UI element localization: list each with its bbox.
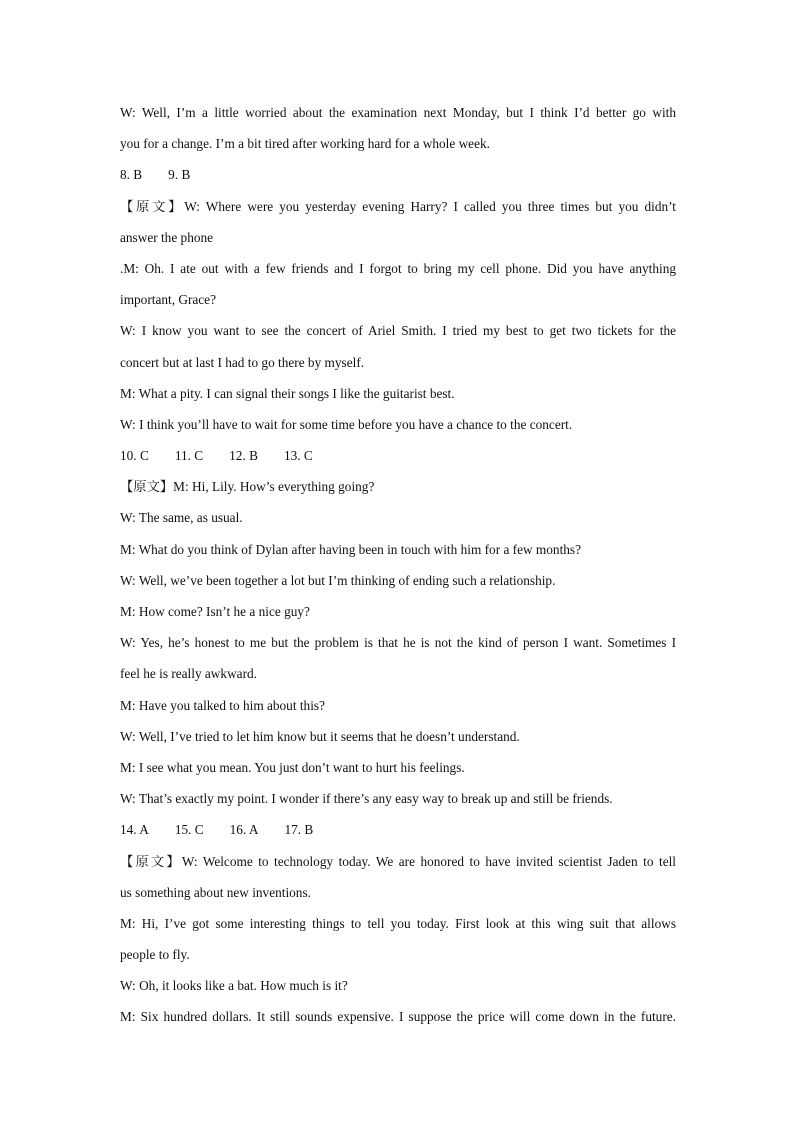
transcript-heading-line: 【原文】W: Where were you yesterday evening Harry? I called you three times but you didn’t	[120, 198, 676, 214]
answer-item: 13. C	[283, 448, 313, 464]
transcript-heading-line: 【原文】M: Hi, Lily. How’s everything going?	[120, 479, 375, 495]
text-line: M: I see what you mean. You just don’t want to hurt his feelings.	[120, 759, 465, 775]
text-line: M: What a pity. I can signal their songs I like the guitarist best.	[120, 385, 455, 401]
answer-item: 10. C	[120, 448, 149, 464]
answer-item: 17. B	[284, 822, 314, 838]
transcript-heading-line: 【原文】W: Welcome to technology today. We are honored to have invited scientist Jaden to tell	[120, 853, 676, 869]
text-line: W: That’s exactly my point. I wonder if there’s any easy way to break up and still be friends.	[120, 791, 613, 807]
text-line: W: Well, we’ve been together a lot but I’m thinking of ending such a relationship.	[120, 572, 556, 588]
answer-item: 11. C	[174, 448, 204, 464]
answer-key-line	[120, 159, 676, 190]
answer-item: 8. B	[120, 167, 143, 183]
text-line: W: I know you want to see the concert of Ariel Smith. I tried my best to get two tickets for the	[120, 323, 676, 339]
text-line: you for a change. I’m a bit tired after working hard for a whole week.	[120, 136, 490, 152]
text-line: people to fly.	[120, 947, 190, 963]
answer-item: 15. C	[174, 822, 204, 838]
text-line: important, Grace?	[120, 292, 216, 308]
answer-item: 16. A	[229, 822, 259, 838]
listening-transcript	[120, 97, 676, 1033]
text-line: M: How come? Isn’t he a nice guy?	[120, 604, 310, 619]
text-line: M: Hi, I’ve got some interesting things to tell you today. First look at this wing suit that allows	[120, 915, 676, 931]
text-line: answer the phone	[120, 229, 214, 245]
answer-item: 14. A	[120, 822, 149, 838]
text-line: M: What do you think of Dylan after having been in touch with him for a few months?	[120, 541, 581, 557]
text-line: W: The same, as usual.	[120, 510, 243, 526]
text-line: M: Six hundred dollars. It still sounds expensive. I suppose the price will come down in the future.	[120, 1009, 676, 1025]
text-line: us something about new inventions.	[120, 884, 311, 900]
text-line: W: Yes, he’s honest to me but the problem is that he is not the kind of person I want. Sometimes I	[120, 635, 676, 651]
answer-key-line	[120, 814, 676, 845]
text-line: feel he is really awkward.	[120, 666, 257, 682]
text-line: W: Well, I’ve tried to let him know but it seems that he doesn’t understand.	[120, 728, 520, 744]
answer-item: 9. B	[168, 167, 191, 183]
text-line: .M: Oh. I ate out with a few friends and I forgot to bring my cell phone. Did you have anything	[120, 260, 676, 276]
text-line: W: Well, I’m a little worried about the examination next Monday, but I think I’d better go with	[120, 105, 676, 120]
text-line: W: Oh, it looks like a bat. How much is it?	[120, 978, 348, 994]
text-line: concert but at last I had to go there by myself.	[120, 354, 365, 370]
answer-item: 12. B	[229, 448, 258, 464]
answer-key-line	[120, 440, 676, 471]
text-line: M: Have you talked to him about this?	[120, 697, 325, 713]
text-line: W: I think you’ll have to wait for some time before you have a chance to the concert.	[120, 416, 573, 432]
